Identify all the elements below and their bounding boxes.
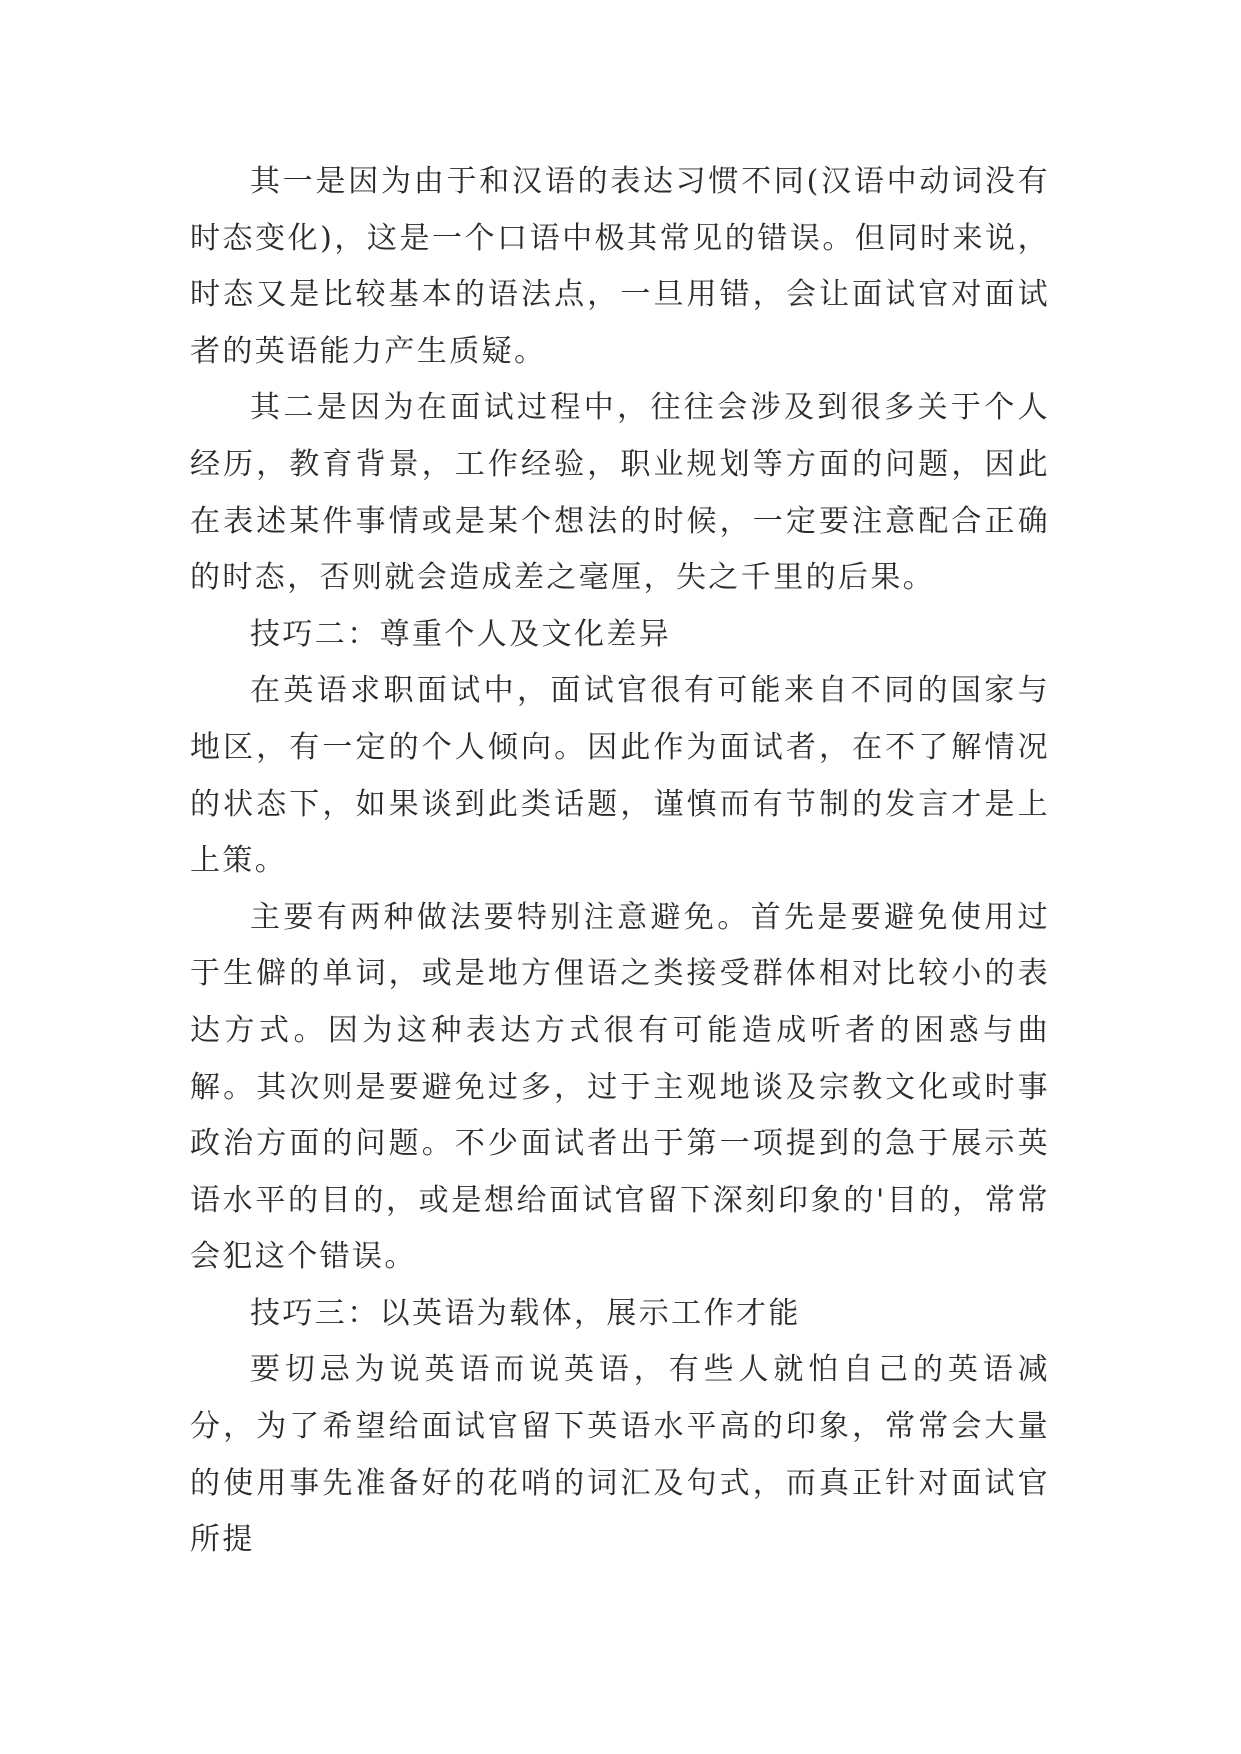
paragraph-cultural-differences: 在英语求职面试中，面试官很有可能来自不同的国家与地区，有一定的个人倾向。因此作为面试者，在不了解情况的状态下，如果谈到此类话题，谨慎而有节制的发言才是上上策。 xyxy=(190,673,1050,879)
paragraph-practices-to-avoid: 主要有两种做法要特别注意避免。首先是要避免使用过于生僻的单词，或是地方俚语之类接受群体相对比较小的表达方式。因为这种表达方式很有可能造成听者的困惑与曲解。其次则是要避免过多，过于主观地谈及宗教文化或时事政治方面的问题。不少面试者出于第一项提到的急于展示英语水平的目的，或是想给面试官留下深刻印象的'目的，常常会犯这个错误。 xyxy=(190,899,1050,1275)
section-heading-tip-three: 技巧三：以英语为载体，展示工作才能 xyxy=(250,1295,801,1331)
body-text xyxy=(190,154,1050,1569)
paragraph-tense-reason-two: 其二是因为在面试过程中，往往会涉及到很多关于个人经历，教育背景，工作经验，职业规划等方面的问题，因此在表述某件事情或是某个想法的时候，一定要注意配合正确的时态，否则就会造成差之毫厘，失之千里的后果。 xyxy=(190,390,1050,596)
paragraph-english-as-carrier: 要切忌为说英语而说英语，有些人就怕自己的英语减分，为了希望给面试官留下英语水平高的印象，常常会大量的使用事先准备好的花哨的词汇及句式，而真正针对面试官所提 xyxy=(190,1352,1050,1558)
paragraph-tense-reason-one: 其一是因为由于和汉语的表达习惯不同(汉语中动词没有时态变化)，这是一个口语中极其常见的错误。但同时来说，时态又是比较基本的语法点，一旦用错，会让面试官对面试者的英语能力产生质疑。 xyxy=(190,164,1050,369)
section-heading-tip-two: 技巧二：尊重个人及文化差异 xyxy=(250,616,672,652)
